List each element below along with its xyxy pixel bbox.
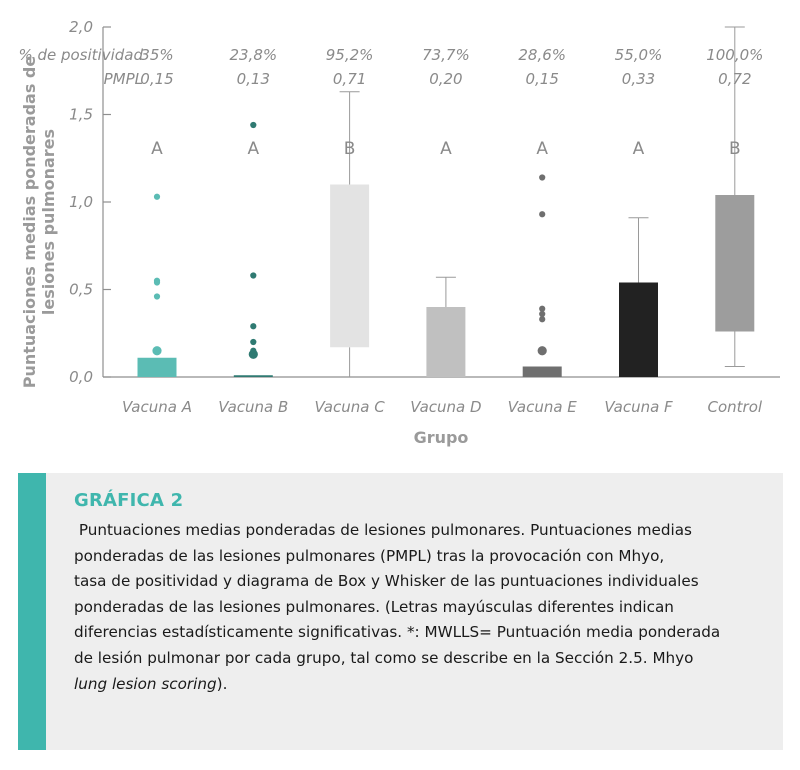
caption-title: GRÁFICA 2	[74, 490, 184, 511]
x-category-label: Vacuna B	[218, 398, 289, 416]
caption-italic: lung lesion scoring	[74, 674, 217, 693]
caption-accent-bar	[18, 473, 46, 750]
outlier-point	[539, 306, 545, 312]
x-category-label: Vacuna D	[410, 398, 482, 416]
significance-letter: B	[343, 139, 356, 159]
pmpl-value: 0,33	[621, 70, 656, 88]
y-tick-label: 1,5	[69, 105, 93, 124]
outlier-point	[250, 122, 256, 128]
pmpl-value: 0,13	[236, 70, 271, 88]
caption-line: tasa de positividad y diagrama de Box y Whisker de las puntuaciones individuales	[74, 572, 699, 591]
box	[234, 375, 273, 377]
outlier-point	[154, 278, 160, 284]
caption-line: Puntuaciones medias ponderadas de lesiones pulmonares. Puntuaciones medias	[74, 521, 692, 539]
positivity-row-label: % de positividad	[18, 46, 143, 64]
y-tick-label: 1,0	[69, 193, 93, 211]
caption-text	[74, 518, 764, 697]
y-axis-title-line2: lesiones pulmonares	[39, 128, 58, 316]
box	[523, 367, 562, 378]
x-axis-title: Grupo	[413, 428, 469, 447]
significance-letter: A	[536, 139, 549, 159]
pmpl-value: 0,71	[332, 70, 367, 88]
outlier-point	[154, 194, 160, 200]
outlier-point	[539, 211, 545, 217]
pmpl-value: 0,72	[718, 70, 752, 88]
y-tick-label: 0,5	[69, 280, 93, 299]
pmpl-value: 0,15	[140, 70, 174, 88]
positivity-value: 28,6%	[518, 46, 567, 64]
positivity-value: 23,8%	[229, 46, 278, 64]
positivity-value: 73,7%	[422, 46, 470, 64]
outlier-point	[152, 346, 161, 355]
outlier-point	[250, 339, 256, 345]
y-tick-label: 2,0	[69, 18, 93, 36]
positivity-value: 100,0%	[706, 46, 764, 64]
x-category-label: Vacuna C	[314, 398, 385, 416]
caption-line: de lesión pulmonar por cada grupo, tal como se describe en la Sección 2.5. Mhyo	[74, 648, 694, 667]
caption-line: ponderadas de las lesiones pulmonares. (Letras mayúsculas diferentes indican	[74, 597, 674, 616]
caption-line: ponderadas de las lesiones pulmonares (PMPL) tras la provocación con Mhyo,	[74, 546, 665, 565]
significance-letter: B	[728, 139, 741, 159]
x-category-label: Vacuna A	[122, 398, 192, 416]
caption-line-end: ).	[216, 674, 228, 693]
outlier-point	[538, 346, 547, 355]
x-category-label: Vacuna E	[507, 398, 577, 416]
outlier-point	[154, 293, 160, 299]
box	[426, 307, 465, 377]
positivity-value: 35%	[140, 46, 174, 64]
x-category-label: Control	[707, 398, 763, 416]
pmpl-row-label: PMPL	[103, 70, 143, 88]
outlier-point	[250, 348, 256, 354]
caption-line	[74, 672, 764, 698]
significance-letter: A	[440, 139, 452, 159]
caption-line: diferencias estadísticamente significativas. *: MWLLS= Puntuación media ponderada	[74, 623, 721, 642]
outlier-point	[250, 272, 256, 278]
pmpl-value: 0,20	[429, 70, 463, 88]
y-axis-title-line1: Puntuaciones medias ponderadas de	[20, 55, 39, 389]
positivity-value: 55,0%	[614, 46, 663, 64]
box	[715, 195, 754, 332]
significance-letter: A	[151, 139, 163, 159]
significance-letter: A	[247, 139, 260, 159]
caption-box	[18, 473, 783, 750]
box	[138, 358, 177, 377]
pmpl-value: 0,15	[525, 70, 559, 88]
x-category-label: Vacuna F	[604, 398, 673, 416]
outlier-point	[250, 323, 256, 329]
outlier-point	[539, 174, 545, 180]
y-tick-label: 0,0	[69, 368, 93, 386]
positivity-value: 95,2%	[325, 46, 374, 64]
box	[619, 283, 658, 378]
significance-letter: A	[632, 139, 645, 159]
box	[330, 185, 369, 348]
